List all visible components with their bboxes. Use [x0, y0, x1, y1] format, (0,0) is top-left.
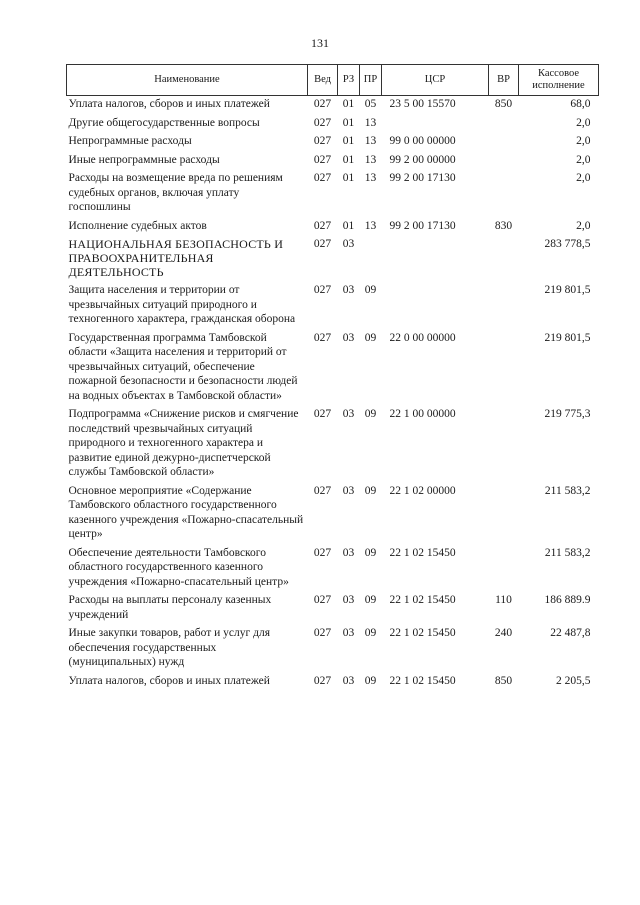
cell-csr: [382, 236, 489, 282]
cell-ved: 027: [313, 116, 332, 129]
cell-name: Иные непрограммные расходы: [68, 153, 220, 166]
cell-rz: 03: [342, 627, 355, 639]
table-row: [67, 406, 599, 483]
cell-rz: 01: [342, 135, 355, 147]
cell-rz: 03: [342, 331, 355, 344]
cell-ved: 027: [313, 594, 332, 606]
cell-name: Основное мероприятие «Содержание Тамбовского областного государственного казенного учреждения «Пожарно-спасательный центр»: [68, 484, 304, 540]
header-pr: ПР: [360, 65, 382, 96]
table-row: [67, 115, 599, 134]
cell-vr: [489, 330, 519, 407]
cell-pr: 13: [364, 219, 377, 232]
cell-pr: 09: [364, 674, 377, 687]
cell-csr: 22 1 02 15450: [389, 627, 456, 639]
table-row: [67, 152, 599, 171]
cell-amount: 211 583,2: [544, 484, 591, 497]
cell-amount: 283 778,5: [544, 238, 591, 250]
cell-pr: 09: [364, 594, 377, 606]
cell-vr: [489, 282, 519, 330]
cell-amount: 2,0: [576, 135, 591, 147]
cell-amount: 22 487,8: [550, 627, 591, 639]
cell-pr: 09: [364, 331, 377, 344]
cell-vr: [489, 170, 519, 218]
table-row: [67, 673, 599, 692]
cell-pr: [360, 236, 382, 282]
cell-vr: [489, 133, 519, 152]
table-row: [67, 282, 599, 330]
cell-pr: 05: [364, 98, 377, 110]
cell-pr: 13: [364, 116, 377, 129]
cell-amount: 2,0: [576, 172, 591, 184]
cell-name: Защита населения и территории от чрезвычайных ситуаций природного и техногенного характера, гражданская оборона: [68, 284, 296, 325]
cell-name: Расходы на возмещение вреда по решениям судебных органов, включая уплату госпошлины: [68, 172, 283, 213]
header-name: Наименование: [67, 65, 308, 96]
header-rz: РЗ: [338, 65, 360, 96]
header-ved: Вед: [308, 65, 338, 96]
cell-vr: [489, 236, 519, 282]
cell-vr: 240: [494, 627, 513, 639]
cell-name: Уплата налогов, сборов и иных платежей: [68, 674, 270, 687]
page-number: 131: [311, 36, 329, 50]
table-row: [67, 330, 599, 407]
cell-vr: [489, 483, 519, 545]
cell-ved: 027: [313, 484, 332, 497]
cell-amount: 219 801,5: [544, 331, 591, 344]
cell-vr: 830: [494, 219, 513, 232]
cell-name: Расходы на выплаты персоналу казенных учреждений: [68, 594, 272, 621]
cell-amount: 68,0: [570, 98, 591, 110]
cell-name: Подпрограмма «Снижение рисков и смягчение последствий чрезвычайных ситуаций природного и техногенного характера и развитие единой дежурно-диспетчерской службы Тамбовской области»: [68, 408, 299, 478]
cell-ved: 027: [313, 98, 332, 110]
cell-ved: 027: [313, 238, 332, 250]
cell-csr: 22 1 02 15450: [389, 594, 456, 606]
cell-vr: [489, 545, 519, 593]
cell-csr: 99 2 00 17130: [389, 219, 456, 232]
cell-rz: 03: [342, 238, 355, 250]
cell-amount: 219 801,5: [544, 284, 591, 296]
cell-rz: 01: [342, 172, 355, 184]
cell-amount: 186 889.9: [544, 594, 591, 606]
cell-name: НАЦИОНАЛЬНАЯ БЕЗОПАСНОСТЬ И ПРАВООХРАНИТЕЛЬНАЯ ДЕЯТЕЛЬНОСТЬ: [68, 237, 284, 279]
cell-amount: 2 205,5: [556, 674, 591, 687]
table-row: [67, 96, 599, 115]
cell-csr: 22 1 02 15450: [389, 546, 456, 559]
cell-rz: 03: [342, 674, 355, 687]
header-csr: ЦСР: [382, 65, 489, 96]
cell-name: Иные закупки товаров, работ и услуг для обеспечения государственных (муниципальных) нужд: [68, 627, 270, 668]
cell-ved: 027: [313, 674, 332, 687]
cell-csr: 99 0 00 00000: [389, 135, 456, 147]
table-row: [67, 236, 599, 282]
cell-pr: 09: [364, 408, 377, 420]
cell-csr: 22 1 02 15450: [389, 674, 456, 687]
cell-pr: 13: [364, 135, 377, 147]
cell-vr: [489, 152, 519, 171]
cell-vr: 850: [494, 98, 513, 110]
cell-ved: 027: [313, 219, 332, 232]
cell-rz: 01: [342, 98, 355, 110]
cell-rz: 01: [342, 116, 355, 129]
cell-name: Уплата налогов, сборов и иных платежей: [68, 98, 270, 110]
cell-rz: 01: [342, 219, 355, 232]
cell-ved: 027: [313, 172, 332, 184]
cell-csr: 22 0 00 00000: [389, 331, 456, 344]
cell-ved: 027: [313, 408, 332, 420]
cell-rz: 01: [342, 153, 355, 166]
cell-name: Государственная программа Тамбовской области «Защита населения и территорий от чрезвычайных ситуаций, обеспечение пожарной безопасности и безопасности людей на водных объектах в Тамбовской области»: [68, 331, 298, 402]
cell-name: Другие общегосударственные вопросы: [68, 116, 260, 129]
cell-rz: 03: [342, 284, 355, 296]
cell-pr: 13: [364, 153, 377, 166]
cell-amount: 2,0: [576, 219, 591, 232]
cell-csr: 23 5 00 15570: [389, 98, 456, 110]
cell-csr: 99 2 00 00000: [389, 153, 456, 166]
cell-vr: [489, 115, 519, 134]
cell-ved: 027: [313, 331, 332, 344]
cell-csr: 22 1 00 00000: [389, 408, 456, 420]
cell-name: Обеспечение деятельности Тамбовского областного государственного казенного учреждения «Пожарно-спасательный центр»: [68, 546, 289, 588]
table-row: [67, 218, 599, 237]
cell-vr: 850: [494, 674, 513, 687]
cell-amount: 219 775,3: [544, 408, 591, 420]
cell-pr: 09: [364, 546, 377, 559]
table-row: [67, 592, 599, 625]
cell-rz: 03: [342, 594, 355, 606]
cell-rz: 03: [342, 546, 355, 559]
cell-ved: 027: [313, 135, 332, 147]
cell-pr: 09: [364, 627, 377, 639]
cell-csr: [382, 282, 489, 330]
cell-ved: 027: [313, 284, 332, 296]
cell-rz: 03: [342, 408, 355, 420]
cell-ved: 027: [313, 627, 332, 639]
cell-amount: 211 583,2: [544, 546, 591, 559]
cell-name: Непрограммные расходы: [68, 135, 192, 147]
cell-amount: 2,0: [576, 153, 591, 166]
cell-rz: 03: [342, 484, 355, 497]
table-row: [67, 483, 599, 545]
header-vr: ВР: [489, 65, 519, 96]
cell-csr: 99 2 00 17130: [389, 172, 456, 184]
cell-pr: 09: [364, 484, 377, 497]
cell-ved: 027: [313, 546, 332, 559]
cell-pr: 13: [364, 172, 377, 184]
table-row: [67, 545, 599, 593]
cell-ved: 027: [313, 153, 332, 166]
cell-pr: 09: [364, 284, 377, 296]
table-header-row: [67, 65, 599, 96]
expenditure-table: [66, 64, 599, 691]
header-amount: Кассовое исполнение: [519, 65, 599, 96]
table-row: [67, 133, 599, 152]
cell-vr: 110: [495, 594, 512, 606]
table-row: [67, 170, 599, 218]
cell-csr: [382, 115, 489, 134]
cell-amount: 2,0: [576, 116, 591, 129]
cell-name: Исполнение судебных актов: [68, 219, 207, 232]
table-row: [67, 625, 599, 673]
cell-vr: [489, 406, 519, 483]
cell-csr: 22 1 02 00000: [389, 484, 456, 497]
